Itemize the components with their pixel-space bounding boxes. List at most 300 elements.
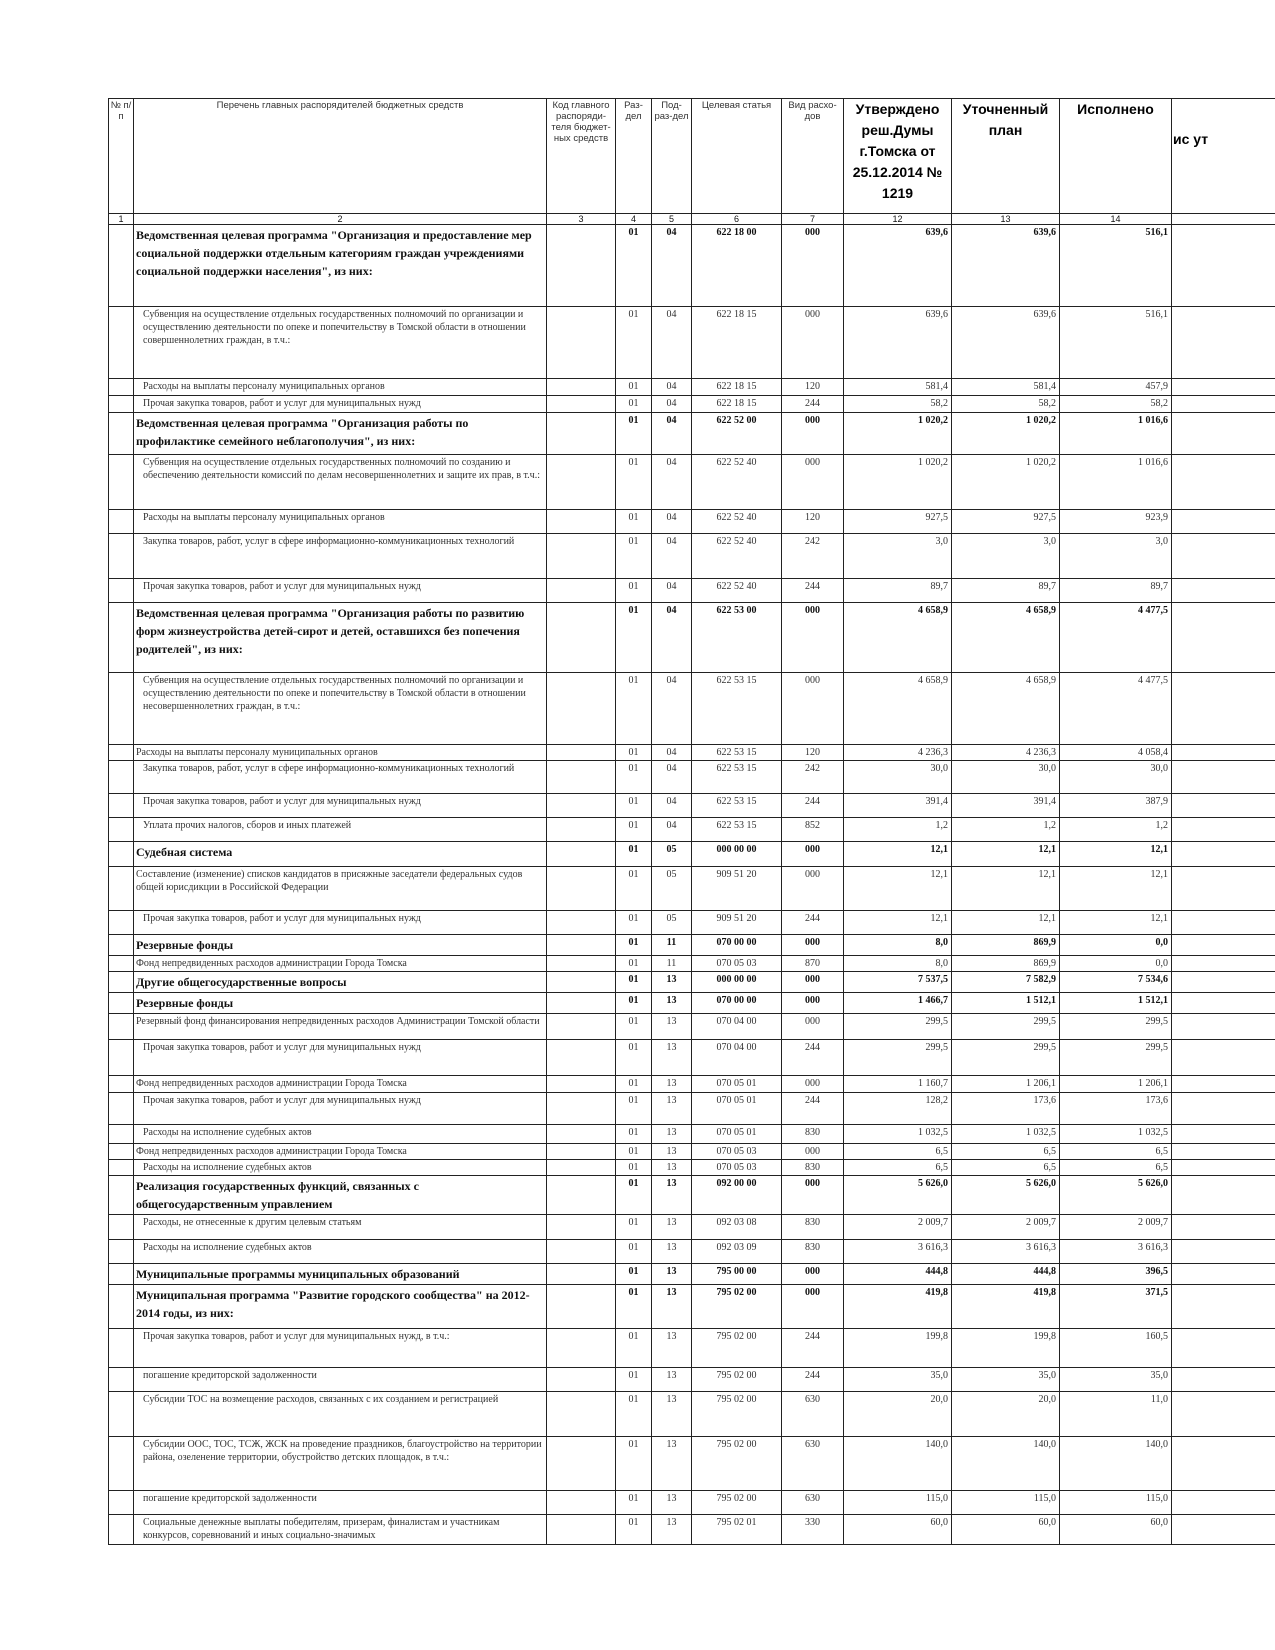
row-code bbox=[547, 1040, 616, 1076]
table-row bbox=[109, 993, 1275, 1014]
row-executed: 3,0 bbox=[1060, 534, 1172, 579]
row-executed: 60,0 bbox=[1060, 1515, 1172, 1545]
row-plan: 1 512,1 bbox=[952, 993, 1060, 1014]
row-target: 070 05 01 bbox=[692, 1093, 782, 1125]
row-podrazdel: 13 bbox=[652, 1093, 692, 1125]
header-target: Целевая статья bbox=[692, 99, 782, 214]
row-type: 120 bbox=[782, 379, 844, 396]
row-target: 622 52 40 bbox=[692, 510, 782, 534]
header-plan: Уточненный план bbox=[952, 99, 1060, 214]
row-razdel: 01 bbox=[616, 1093, 652, 1125]
document-page bbox=[108, 98, 1275, 1545]
row-executed: 5 626,0 bbox=[1060, 1176, 1172, 1215]
row-podrazdel: 13 bbox=[652, 1491, 692, 1515]
row-extra bbox=[1172, 935, 1275, 956]
row-name: Расходы, не отнесенные к другим целевым статьям bbox=[134, 1215, 547, 1240]
row-approved: 2 009,7 bbox=[844, 1215, 952, 1240]
row-code bbox=[547, 867, 616, 911]
row-plan: 199,8 bbox=[952, 1329, 1060, 1368]
row-type: 630 bbox=[782, 1491, 844, 1515]
row-target: 622 53 15 bbox=[692, 745, 782, 761]
row-name: Резервные фонды bbox=[134, 935, 547, 956]
row-extra bbox=[1172, 510, 1275, 534]
row-plan: 58,2 bbox=[952, 396, 1060, 413]
row-num-cell bbox=[109, 842, 134, 867]
header-name: Перечень главных распорядителей бюджетных средств bbox=[134, 99, 547, 214]
row-podrazdel: 04 bbox=[652, 761, 692, 794]
row-podrazdel: 04 bbox=[652, 818, 692, 842]
table-row bbox=[109, 1076, 1275, 1093]
row-num-cell bbox=[109, 1076, 134, 1093]
row-razdel: 01 bbox=[616, 1144, 652, 1160]
row-type: 000 bbox=[782, 1285, 844, 1329]
row-extra bbox=[1172, 1264, 1275, 1285]
row-code bbox=[547, 579, 616, 603]
row-extra bbox=[1172, 307, 1275, 379]
row-type: 000 bbox=[782, 673, 844, 745]
row-executed: 12,1 bbox=[1060, 911, 1172, 935]
row-executed: 1 206,1 bbox=[1060, 1076, 1172, 1093]
row-type: 244 bbox=[782, 1329, 844, 1368]
row-plan: 89,7 bbox=[952, 579, 1060, 603]
row-plan: 35,0 bbox=[952, 1368, 1060, 1392]
row-name: Реализация государственных функций, связанных с общегосударственным управлением bbox=[134, 1176, 547, 1215]
row-type: 120 bbox=[782, 745, 844, 761]
column-number bbox=[1172, 214, 1275, 225]
row-name: Судебная система bbox=[134, 842, 547, 867]
row-executed: 12,1 bbox=[1060, 842, 1172, 867]
row-razdel: 01 bbox=[616, 1285, 652, 1329]
row-target: 070 05 03 bbox=[692, 1144, 782, 1160]
row-razdel: 01 bbox=[616, 1076, 652, 1093]
column-number: 13 bbox=[952, 214, 1060, 225]
row-approved: 7 537,5 bbox=[844, 972, 952, 993]
row-type: 830 bbox=[782, 1160, 844, 1176]
row-approved: 12,1 bbox=[844, 842, 952, 867]
row-extra bbox=[1172, 972, 1275, 993]
table-row bbox=[109, 1125, 1275, 1144]
row-name: Прочая закупка товаров, работ и услуг для муниципальных нужд bbox=[134, 1093, 547, 1125]
row-approved: 199,8 bbox=[844, 1329, 952, 1368]
row-executed: 387,9 bbox=[1060, 794, 1172, 818]
row-type: 000 bbox=[782, 413, 844, 455]
table-row bbox=[109, 1264, 1275, 1285]
row-podrazdel: 13 bbox=[652, 1176, 692, 1215]
row-extra bbox=[1172, 379, 1275, 396]
row-target: 795 02 00 bbox=[692, 1491, 782, 1515]
row-executed: 516,1 bbox=[1060, 307, 1172, 379]
row-name: Субвенция на осуществление отдельных государственных полномочий по созданию и обеспечению деятельности комиссий по делам несовершеннолетних и защите их прав, в т.ч.: bbox=[134, 455, 547, 510]
row-podrazdel: 13 bbox=[652, 1144, 692, 1160]
header-razdel: Раз-дел bbox=[616, 99, 652, 214]
row-num-cell bbox=[109, 956, 134, 972]
row-target: 092 00 00 bbox=[692, 1176, 782, 1215]
table-row bbox=[109, 972, 1275, 993]
table-body bbox=[109, 225, 1275, 1545]
row-plan: 391,4 bbox=[952, 794, 1060, 818]
table-row bbox=[109, 579, 1275, 603]
row-plan: 1 206,1 bbox=[952, 1076, 1060, 1093]
row-type: 000 bbox=[782, 842, 844, 867]
row-executed: 12,1 bbox=[1060, 867, 1172, 911]
row-num-cell bbox=[109, 818, 134, 842]
row-target: 092 03 08 bbox=[692, 1215, 782, 1240]
row-name: Закупка товаров, работ, услуг в сфере информационно-коммуникационных технологий bbox=[134, 761, 547, 794]
row-executed: 299,5 bbox=[1060, 1014, 1172, 1040]
row-razdel: 01 bbox=[616, 911, 652, 935]
row-name: Резервные фонды bbox=[134, 993, 547, 1014]
row-podrazdel: 13 bbox=[652, 1368, 692, 1392]
column-number: 12 bbox=[844, 214, 952, 225]
row-name: Субвенция на осуществление отдельных государственных полномочий по организации и осуществлению деятельности по опеке и попечительству в Томской области в отношении несовершеннолетних граждан, в т.ч.: bbox=[134, 673, 547, 745]
row-target: 622 18 15 bbox=[692, 396, 782, 413]
row-extra bbox=[1172, 455, 1275, 510]
row-podrazdel: 13 bbox=[652, 1515, 692, 1545]
row-approved: 927,5 bbox=[844, 510, 952, 534]
row-approved: 639,6 bbox=[844, 225, 952, 307]
row-type: 630 bbox=[782, 1392, 844, 1437]
column-number: 3 bbox=[547, 214, 616, 225]
row-executed: 115,0 bbox=[1060, 1491, 1172, 1515]
row-executed: 1 032,5 bbox=[1060, 1125, 1172, 1144]
row-extra bbox=[1172, 534, 1275, 579]
row-target: 622 52 00 bbox=[692, 413, 782, 455]
row-code bbox=[547, 510, 616, 534]
row-num-cell bbox=[109, 1215, 134, 1240]
column-numbers-row bbox=[109, 214, 1275, 225]
row-executed: 1 016,6 bbox=[1060, 413, 1172, 455]
row-type: 330 bbox=[782, 1515, 844, 1545]
row-extra bbox=[1172, 1040, 1275, 1076]
row-executed: 7 534,6 bbox=[1060, 972, 1172, 993]
table-row bbox=[109, 745, 1275, 761]
row-extra bbox=[1172, 1240, 1275, 1264]
row-name: Расходы на исполнение судебных актов bbox=[134, 1160, 547, 1176]
row-target: 795 02 00 bbox=[692, 1368, 782, 1392]
row-approved: 58,2 bbox=[844, 396, 952, 413]
row-name: Прочая закупка товаров, работ и услуг для муниципальных нужд bbox=[134, 794, 547, 818]
row-extra bbox=[1172, 1515, 1275, 1545]
row-name: Расходы на выплаты персоналу муниципальных органов bbox=[134, 379, 547, 396]
table-row bbox=[109, 1144, 1275, 1160]
row-code bbox=[547, 1515, 616, 1545]
table-row bbox=[109, 1215, 1275, 1240]
row-code bbox=[547, 1076, 616, 1093]
row-type: 000 bbox=[782, 993, 844, 1014]
row-code bbox=[547, 603, 616, 673]
row-razdel: 01 bbox=[616, 307, 652, 379]
row-approved: 89,7 bbox=[844, 579, 952, 603]
row-executed: 4 058,4 bbox=[1060, 745, 1172, 761]
table-row bbox=[109, 1240, 1275, 1264]
row-type: 244 bbox=[782, 396, 844, 413]
row-type: 000 bbox=[782, 307, 844, 379]
row-type: 244 bbox=[782, 911, 844, 935]
row-code bbox=[547, 379, 616, 396]
table-row bbox=[109, 413, 1275, 455]
row-executed: 396,5 bbox=[1060, 1264, 1172, 1285]
row-extra bbox=[1172, 673, 1275, 745]
row-name: Социальные денежные выплаты победителям, призерам, финалистам и участникам конкурсов, соревнований и иных социально-значимых bbox=[134, 1515, 547, 1545]
row-approved: 299,5 bbox=[844, 1040, 952, 1076]
row-razdel: 01 bbox=[616, 745, 652, 761]
row-plan: 444,8 bbox=[952, 1264, 1060, 1285]
row-name: Расходы на исполнение судебных актов bbox=[134, 1240, 547, 1264]
row-approved: 3 616,3 bbox=[844, 1240, 952, 1264]
header-podrazdel: Под-раз-дел bbox=[652, 99, 692, 214]
row-num-cell bbox=[109, 1040, 134, 1076]
row-approved: 35,0 bbox=[844, 1368, 952, 1392]
row-razdel: 01 bbox=[616, 1040, 652, 1076]
row-target: 795 02 00 bbox=[692, 1329, 782, 1368]
table-row bbox=[109, 1368, 1275, 1392]
row-target: 622 52 40 bbox=[692, 534, 782, 579]
row-num-cell bbox=[109, 534, 134, 579]
row-approved: 1 466,7 bbox=[844, 993, 952, 1014]
row-code bbox=[547, 745, 616, 761]
row-executed: 58,2 bbox=[1060, 396, 1172, 413]
row-name: Ведомственная целевая программа "Организация работы по профилактике семейного неблагополучия", из них: bbox=[134, 413, 547, 455]
row-target: 070 00 00 bbox=[692, 993, 782, 1014]
row-code bbox=[547, 455, 616, 510]
row-type: 120 bbox=[782, 510, 844, 534]
row-executed: 6,5 bbox=[1060, 1144, 1172, 1160]
row-code bbox=[547, 1014, 616, 1040]
row-target: 070 05 01 bbox=[692, 1125, 782, 1144]
row-executed: 89,7 bbox=[1060, 579, 1172, 603]
row-target: 070 04 00 bbox=[692, 1040, 782, 1076]
row-executed: 4 477,5 bbox=[1060, 673, 1172, 745]
table-row bbox=[109, 761, 1275, 794]
row-podrazdel: 05 bbox=[652, 867, 692, 911]
row-podrazdel: 13 bbox=[652, 1437, 692, 1491]
header-executed: Исполнено bbox=[1060, 99, 1172, 214]
row-num-cell bbox=[109, 1329, 134, 1368]
row-extra bbox=[1172, 1368, 1275, 1392]
row-code bbox=[547, 842, 616, 867]
row-name: Прочая закупка товаров, работ и услуг для муниципальных нужд, в т.ч.: bbox=[134, 1329, 547, 1368]
row-name: Субсидии ООС, ТОС, ТСЖ, ЖСК на проведение праздников, благоустройство на территории района, озеленение территории, обустройство детских площадок, в т.ч.: bbox=[134, 1437, 547, 1491]
row-podrazdel: 13 bbox=[652, 1014, 692, 1040]
row-razdel: 01 bbox=[616, 1125, 652, 1144]
row-code bbox=[547, 1392, 616, 1437]
row-num-cell bbox=[109, 413, 134, 455]
row-podrazdel: 13 bbox=[652, 1160, 692, 1176]
row-razdel: 01 bbox=[616, 1329, 652, 1368]
row-num-cell bbox=[109, 1014, 134, 1040]
row-podrazdel: 04 bbox=[652, 673, 692, 745]
row-executed: 1 512,1 bbox=[1060, 993, 1172, 1014]
row-type: 000 bbox=[782, 603, 844, 673]
row-plan: 2 009,7 bbox=[952, 1215, 1060, 1240]
row-approved: 4 658,9 bbox=[844, 603, 952, 673]
column-number: 2 bbox=[134, 214, 547, 225]
row-num-cell bbox=[109, 1437, 134, 1491]
row-approved: 3,0 bbox=[844, 534, 952, 579]
table-row bbox=[109, 1176, 1275, 1215]
row-podrazdel: 13 bbox=[652, 1329, 692, 1368]
table-row bbox=[109, 379, 1275, 396]
row-approved: 444,8 bbox=[844, 1264, 952, 1285]
row-name: Муниципальная программа "Развитие городского сообщества" на 2012-2014 годы, из них: bbox=[134, 1285, 547, 1329]
row-type: 244 bbox=[782, 1368, 844, 1392]
row-extra bbox=[1172, 794, 1275, 818]
row-num-cell bbox=[109, 993, 134, 1014]
row-executed: 30,0 bbox=[1060, 761, 1172, 794]
header-row bbox=[109, 99, 1275, 214]
row-target: 070 04 00 bbox=[692, 1014, 782, 1040]
row-name: Субвенция на осуществление отдельных государственных полномочий по организации и осуществлению деятельности по опеке и попечительству в Томской области в отношении совершеннолетних граждан, в т.ч.: bbox=[134, 307, 547, 379]
row-target: 795 02 01 bbox=[692, 1515, 782, 1545]
row-razdel: 01 bbox=[616, 510, 652, 534]
row-executed: 516,1 bbox=[1060, 225, 1172, 307]
table-row bbox=[109, 818, 1275, 842]
row-type: 000 bbox=[782, 455, 844, 510]
row-razdel: 01 bbox=[616, 842, 652, 867]
row-num-cell bbox=[109, 379, 134, 396]
row-name: Муниципальные программы муниципальных образований bbox=[134, 1264, 547, 1285]
row-approved: 6,5 bbox=[844, 1144, 952, 1160]
row-approved: 1 160,7 bbox=[844, 1076, 952, 1093]
row-razdel: 01 bbox=[616, 956, 652, 972]
row-num-cell bbox=[109, 911, 134, 935]
row-extra bbox=[1172, 1215, 1275, 1240]
row-podrazdel: 04 bbox=[652, 455, 692, 510]
row-executed: 923,9 bbox=[1060, 510, 1172, 534]
table-row bbox=[109, 842, 1275, 867]
row-code bbox=[547, 1160, 616, 1176]
row-plan: 4 658,9 bbox=[952, 673, 1060, 745]
row-podrazdel: 04 bbox=[652, 603, 692, 673]
row-code bbox=[547, 1264, 616, 1285]
row-num-cell bbox=[109, 867, 134, 911]
table-row bbox=[109, 1160, 1275, 1176]
row-code bbox=[547, 1437, 616, 1491]
row-razdel: 01 bbox=[616, 1368, 652, 1392]
row-approved: 419,8 bbox=[844, 1285, 952, 1329]
row-num-cell bbox=[109, 510, 134, 534]
row-num-cell bbox=[109, 396, 134, 413]
row-num-cell bbox=[109, 1515, 134, 1545]
table-row bbox=[109, 534, 1275, 579]
row-plan: 30,0 bbox=[952, 761, 1060, 794]
row-razdel: 01 bbox=[616, 1491, 652, 1515]
row-podrazdel: 13 bbox=[652, 1392, 692, 1437]
row-code bbox=[547, 1176, 616, 1215]
column-number: 1 bbox=[109, 214, 134, 225]
row-podrazdel: 13 bbox=[652, 1215, 692, 1240]
row-name: Уплата прочих налогов, сборов и иных платежей bbox=[134, 818, 547, 842]
row-plan: 4 658,9 bbox=[952, 603, 1060, 673]
row-type: 870 bbox=[782, 956, 844, 972]
row-podrazdel: 04 bbox=[652, 396, 692, 413]
row-approved: 1,2 bbox=[844, 818, 952, 842]
row-type: 244 bbox=[782, 1093, 844, 1125]
row-podrazdel: 13 bbox=[652, 1264, 692, 1285]
row-executed: 1,2 bbox=[1060, 818, 1172, 842]
row-name: Прочая закупка товаров, работ и услуг для муниципальных нужд bbox=[134, 396, 547, 413]
row-type: 000 bbox=[782, 1076, 844, 1093]
row-num-cell bbox=[109, 1093, 134, 1125]
row-type: 244 bbox=[782, 579, 844, 603]
table-row bbox=[109, 225, 1275, 307]
row-podrazdel: 13 bbox=[652, 1285, 692, 1329]
row-razdel: 01 bbox=[616, 1392, 652, 1437]
table-row bbox=[109, 307, 1275, 379]
row-approved: 639,6 bbox=[844, 307, 952, 379]
row-plan: 299,5 bbox=[952, 1014, 1060, 1040]
row-type: 244 bbox=[782, 794, 844, 818]
row-code bbox=[547, 935, 616, 956]
row-plan: 4 236,3 bbox=[952, 745, 1060, 761]
row-plan: 1 032,5 bbox=[952, 1125, 1060, 1144]
row-code bbox=[547, 1093, 616, 1125]
row-target: 622 53 15 bbox=[692, 794, 782, 818]
row-extra bbox=[1172, 1285, 1275, 1329]
row-name: Расходы на выплаты персоналу муниципальных органов bbox=[134, 745, 547, 761]
row-podrazdel: 04 bbox=[652, 413, 692, 455]
row-podrazdel: 13 bbox=[652, 993, 692, 1014]
row-podrazdel: 11 bbox=[652, 935, 692, 956]
row-code bbox=[547, 307, 616, 379]
row-target: 795 02 00 bbox=[692, 1437, 782, 1491]
row-executed: 2 009,7 bbox=[1060, 1215, 1172, 1240]
table-row bbox=[109, 956, 1275, 972]
row-executed: 457,9 bbox=[1060, 379, 1172, 396]
table-row bbox=[109, 1392, 1275, 1437]
row-razdel: 01 bbox=[616, 794, 652, 818]
row-type: 000 bbox=[782, 935, 844, 956]
row-approved: 12,1 bbox=[844, 867, 952, 911]
row-extra bbox=[1172, 413, 1275, 455]
row-executed: 160,5 bbox=[1060, 1329, 1172, 1368]
row-num-cell bbox=[109, 935, 134, 956]
row-num-cell bbox=[109, 225, 134, 307]
row-code bbox=[547, 534, 616, 579]
row-name: Ведомственная целевая программа "Организация работы по развитию форм жизнеустройства детей-сирот и детей, оставшихся без попечения родителей", из них: bbox=[134, 603, 547, 673]
row-plan: 639,6 bbox=[952, 307, 1060, 379]
row-podrazdel: 13 bbox=[652, 1125, 692, 1144]
row-name: Субсидии ТОС на возмещение расходов, связанных с их созданием и регистрацией bbox=[134, 1392, 547, 1437]
row-razdel: 01 bbox=[616, 225, 652, 307]
row-num-cell bbox=[109, 579, 134, 603]
row-podrazdel: 04 bbox=[652, 510, 692, 534]
row-extra bbox=[1172, 1392, 1275, 1437]
row-target: 622 53 15 bbox=[692, 673, 782, 745]
row-razdel: 01 bbox=[616, 396, 652, 413]
row-approved: 30,0 bbox=[844, 761, 952, 794]
row-approved: 1 020,2 bbox=[844, 413, 952, 455]
row-num-cell bbox=[109, 1160, 134, 1176]
row-podrazdel: 11 bbox=[652, 956, 692, 972]
row-podrazdel: 04 bbox=[652, 794, 692, 818]
row-plan: 927,5 bbox=[952, 510, 1060, 534]
row-extra bbox=[1172, 745, 1275, 761]
row-podrazdel: 05 bbox=[652, 842, 692, 867]
row-plan: 869,9 bbox=[952, 935, 1060, 956]
row-extra bbox=[1172, 1014, 1275, 1040]
column-number: 14 bbox=[1060, 214, 1172, 225]
row-extra bbox=[1172, 842, 1275, 867]
row-target: 795 02 00 bbox=[692, 1285, 782, 1329]
row-target: 622 53 15 bbox=[692, 761, 782, 794]
row-plan: 12,1 bbox=[952, 867, 1060, 911]
row-num-cell bbox=[109, 455, 134, 510]
row-razdel: 01 bbox=[616, 1160, 652, 1176]
row-approved: 1 020,2 bbox=[844, 455, 952, 510]
row-extra bbox=[1172, 1093, 1275, 1125]
table-row bbox=[109, 1329, 1275, 1368]
